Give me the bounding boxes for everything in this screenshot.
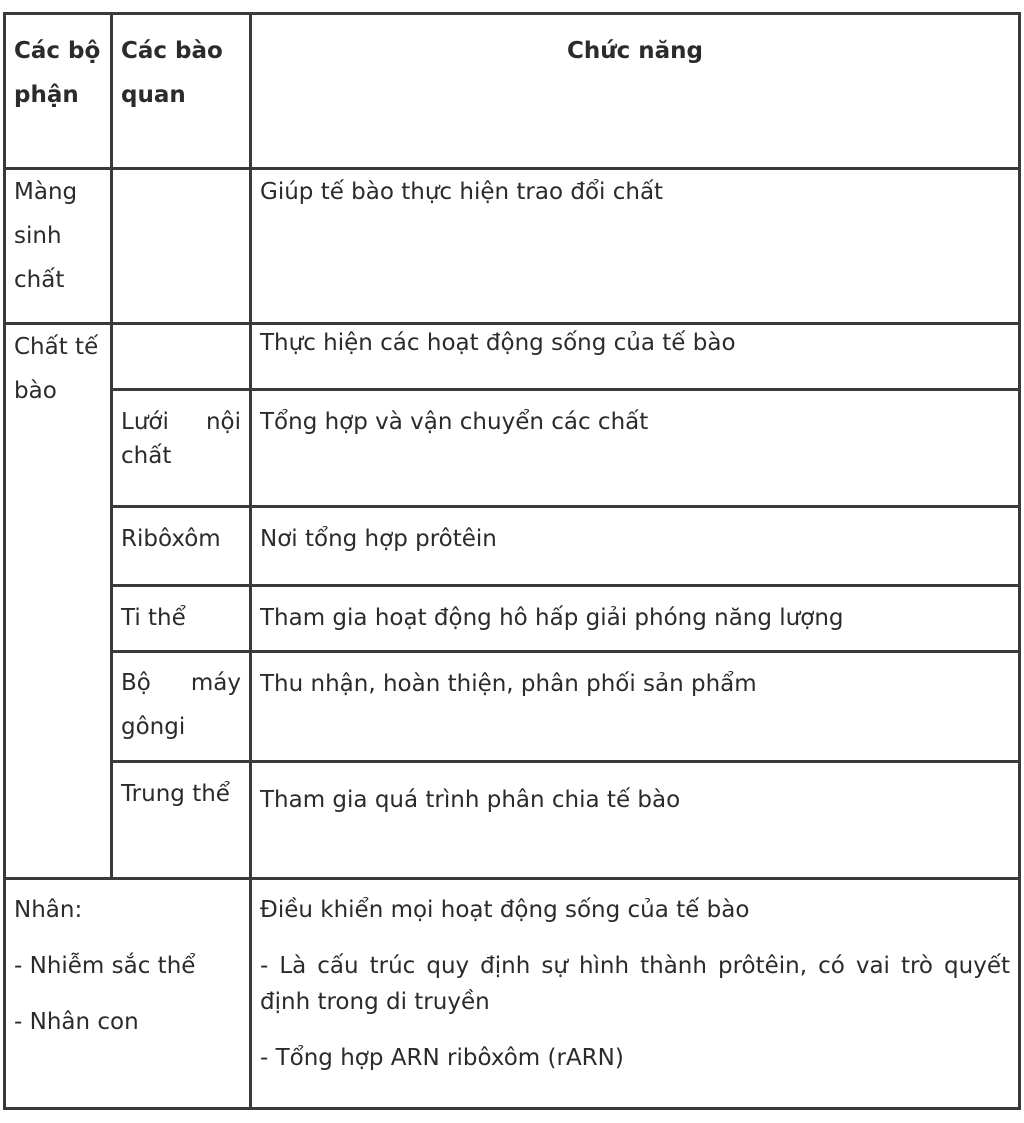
cell-function-membrane: Giúp tế bào thực hiện trao đổi chất (251, 169, 1020, 324)
nucleus-chromosome: - Nhiễm sắc thể (14, 953, 196, 979)
cell-organelle-cytoplasm (112, 324, 251, 390)
header-function: Chức năng (251, 14, 1020, 169)
table-row (5, 652, 1020, 762)
table-row (5, 762, 1020, 879)
cell-function-golgi: Thu nhận, hoàn thiện, phân phối sản phẩm (251, 652, 1020, 762)
cell-structure-table (3, 12, 1021, 1110)
cell-function-nucleus (251, 879, 1020, 1109)
cell-function-er: Tổng hợp và vận chuyển các chất (251, 390, 1020, 507)
nucleus-function-main: Điều khiển mọi hoạt động sống của tế bào (260, 897, 750, 923)
cell-organelle-ribosome: Ribôxôm (112, 507, 251, 586)
cell-function-cytoplasm: Thực hiện các hoạt động sống của tế bào (251, 324, 1020, 390)
nucleus-function-nucleolus: - Tổng hợp ARN ribôxôm (rARN) (260, 1045, 624, 1071)
nucleus-nucleolus: - Nhân con (14, 1009, 139, 1035)
cell-organelle-golgi: Bộ máy gôngi (112, 652, 251, 762)
nucleus-title: Nhân: (14, 897, 83, 923)
cell-part-nucleus (5, 879, 251, 1109)
cell-organelle-membrane (112, 169, 251, 324)
cell-organelle-centrosome: Trung thể (112, 762, 251, 879)
header-part: Các bộ phận (5, 14, 112, 169)
cell-function-ribosome: Nơi tổng hợp prôtêin (251, 507, 1020, 586)
cell-function-centrosome: Tham gia quá trình phân chia tế bào (251, 762, 1020, 879)
table-row (5, 507, 1020, 586)
nucleus-function-chromosome: - Là cấu trúc quy định sự hình thành prôtêin, có vai trò quyết định trong di truyền (260, 953, 1010, 1015)
header-organelle: Các bào quan (112, 14, 251, 169)
cell-part-cytoplasm: Chất tế bào (5, 324, 112, 879)
cell-organelle-mitochondria: Ti thể (112, 586, 251, 652)
table-row (5, 390, 1020, 507)
cell-organelle-er: Lưới nội chất (112, 390, 251, 507)
cell-part-membrane: Màng sinh chất (5, 169, 112, 324)
table-row (5, 169, 1020, 324)
header-row (5, 14, 1020, 169)
table-row (5, 879, 1020, 1109)
cell-function-mitochondria: Tham gia hoạt động hô hấp giải phóng năng lượng (251, 586, 1020, 652)
table-row (5, 586, 1020, 652)
table-row (5, 324, 1020, 390)
